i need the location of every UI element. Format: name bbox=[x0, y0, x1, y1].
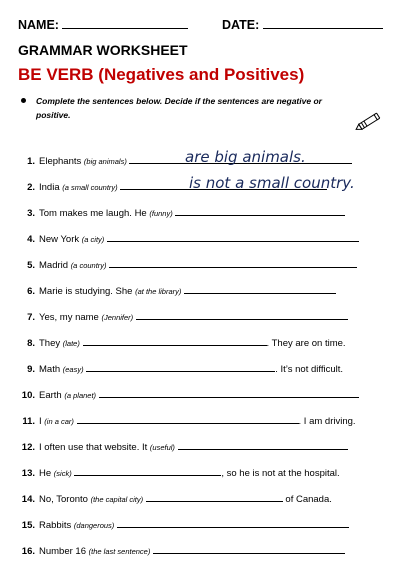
answer-blank[interactable] bbox=[136, 319, 348, 320]
question-number: 15. bbox=[21, 520, 35, 531]
question-number: 7. bbox=[27, 312, 35, 323]
question-number: 9. bbox=[27, 364, 35, 375]
answer-blank[interactable] bbox=[117, 527, 349, 528]
question-7 bbox=[20, 311, 348, 325]
answer-blank[interactable] bbox=[83, 345, 267, 346]
question-text: No, Toronto bbox=[39, 494, 88, 505]
question-number: 16. bbox=[21, 546, 35, 557]
question-text: Rabbits bbox=[39, 520, 72, 531]
answer-blank[interactable] bbox=[99, 397, 359, 398]
question-text: Number 16 bbox=[39, 546, 86, 557]
question-number: 2. bbox=[27, 182, 35, 193]
question-text: Yes, my name bbox=[39, 312, 99, 323]
question-number: 14. bbox=[21, 494, 35, 505]
question-text: Marie is studying. She bbox=[39, 286, 133, 297]
question-hint: (useful) bbox=[149, 443, 175, 452]
answer-blank[interactable] bbox=[107, 241, 359, 242]
question-number: 13. bbox=[21, 468, 35, 479]
question-5 bbox=[20, 259, 357, 273]
question-hint: (the last sentence) bbox=[88, 547, 151, 556]
date-label: DATE: bbox=[222, 18, 260, 32]
question-text: Elephants bbox=[39, 156, 82, 167]
question-15 bbox=[20, 519, 349, 533]
question-hint: (the capital city) bbox=[90, 495, 144, 504]
question-9 bbox=[20, 363, 343, 377]
handwritten-answer: are big animals. bbox=[185, 148, 306, 166]
question-hint: (a small country) bbox=[62, 183, 118, 192]
question-10 bbox=[20, 389, 359, 403]
name-blank[interactable] bbox=[62, 28, 188, 29]
instructions-text: Complete the sentences below. Decide if the sentences are negative or positive. bbox=[36, 96, 322, 120]
question-hint: (sick) bbox=[53, 469, 72, 478]
question-3 bbox=[20, 207, 345, 221]
question-hint: (dangerous) bbox=[73, 521, 115, 530]
question-number: 10. bbox=[21, 390, 35, 401]
answer-blank[interactable] bbox=[178, 449, 348, 450]
question-text: I bbox=[39, 416, 42, 427]
handwritten-answer: is not a small country. bbox=[189, 174, 355, 192]
question-number: 6. bbox=[27, 286, 35, 297]
question-text: They bbox=[39, 338, 61, 349]
question-hint: (Jennifer) bbox=[101, 313, 134, 322]
question-16 bbox=[20, 545, 345, 559]
answer-blank[interactable] bbox=[86, 371, 275, 372]
question-text: I often use that website. It bbox=[39, 442, 148, 453]
question-text: New York bbox=[39, 234, 80, 245]
question-text: Tom makes me laugh. He bbox=[39, 208, 147, 219]
question-text: He bbox=[39, 468, 52, 479]
name-label: NAME: bbox=[18, 18, 59, 32]
question-number: 8. bbox=[27, 338, 35, 349]
question-text: Math bbox=[39, 364, 61, 375]
question-text-after: of Canada. bbox=[282, 494, 332, 505]
answer-blank[interactable] bbox=[74, 475, 221, 476]
question-11 bbox=[20, 415, 356, 429]
question-hint: (a country) bbox=[70, 261, 107, 270]
question-number: 4. bbox=[27, 234, 35, 245]
answer-blank[interactable] bbox=[153, 553, 345, 554]
question-8 bbox=[20, 337, 346, 351]
question-hint: (easy) bbox=[62, 365, 84, 374]
date-blank[interactable] bbox=[263, 28, 383, 29]
question-text: India bbox=[39, 182, 60, 193]
question-hint: (funny) bbox=[149, 209, 173, 218]
question-number: 1. bbox=[27, 156, 35, 167]
question-text: Madrid bbox=[39, 260, 69, 271]
question-4 bbox=[20, 233, 359, 247]
answer-blank[interactable] bbox=[77, 423, 299, 424]
bullet-icon bbox=[21, 98, 26, 103]
answer-blank[interactable] bbox=[109, 267, 357, 268]
question-hint: (a planet) bbox=[64, 391, 97, 400]
pencil-icon bbox=[353, 110, 383, 134]
name-field bbox=[18, 18, 188, 32]
question-12 bbox=[20, 441, 348, 455]
question-6 bbox=[20, 285, 336, 299]
question-text-after: . It’s not difficult. bbox=[275, 364, 344, 375]
question-hint: (big animals) bbox=[83, 157, 127, 166]
question-text-after: , so he is not at the hospital. bbox=[221, 468, 340, 479]
question-hint: (in a car) bbox=[44, 417, 74, 426]
answer-blank[interactable] bbox=[175, 215, 345, 216]
answer-blank[interactable] bbox=[184, 293, 336, 294]
question-number: 12. bbox=[21, 442, 35, 453]
question-number: 5. bbox=[27, 260, 35, 271]
answer-blank[interactable] bbox=[146, 501, 283, 502]
question-text-after: . I am driving. bbox=[298, 416, 356, 427]
question-14 bbox=[20, 493, 332, 507]
question-number: 3. bbox=[27, 208, 35, 219]
question-hint: (at the library) bbox=[135, 287, 182, 296]
question-13 bbox=[20, 467, 340, 481]
question-text: Earth bbox=[39, 390, 62, 401]
question-hint: (a city) bbox=[81, 235, 105, 244]
worksheet-label: GRAMMAR WORKSHEET bbox=[18, 42, 188, 58]
date-field bbox=[222, 18, 383, 32]
question-text-after: . They are on time. bbox=[266, 338, 346, 349]
question-number: 11. bbox=[22, 416, 35, 427]
question-hint: (late) bbox=[62, 339, 80, 348]
worksheet-title: BE VERB (Negatives and Positives) bbox=[18, 65, 305, 84]
